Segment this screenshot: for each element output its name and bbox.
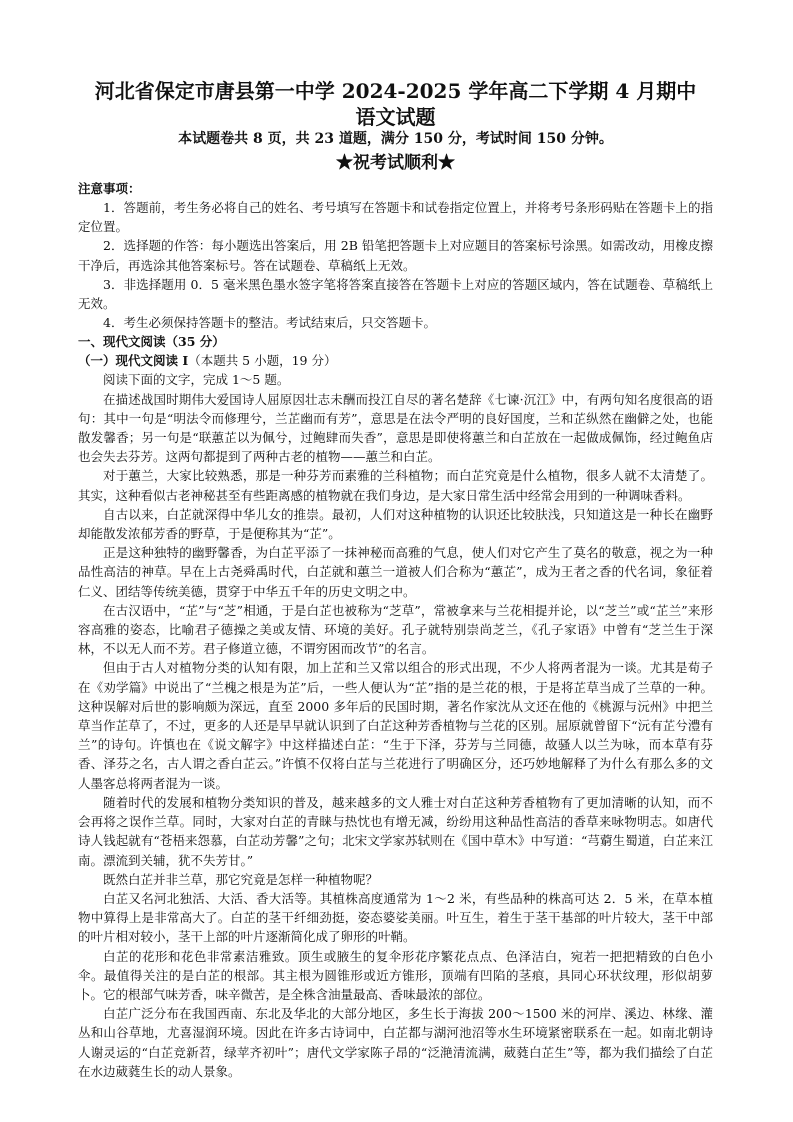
section-heading: 一、现代文阅读（35 分） <box>78 334 225 350</box>
article-paragraph: 随着时代的发展和植物分类知识的普及，越来越多的文人雅士对白芷这种芳香植物有了更加清晰的认知，而不会再将之误作兰草。同时，大家对白芷的青睐与热忱也有增无减，纷纷用这种品性高洁的香草来咏物明志。如唐代诗人钱起就有“苍梧来怨慕，白芷动芳馨”之句；北宋文学家苏轼则在《国中草木》中写道：“芎藭生蜀道，白芷来江南。漂流到关辅，犹不失芳甘。” <box>78 794 713 868</box>
notice-block <box>78 179 713 332</box>
notice-heading: 注意事项： <box>78 181 141 196</box>
exam-title: 河北省保定市唐县第一中学 2024-2025 学年高二下学期 4 月期中 <box>94 79 697 103</box>
article-paragraph: 白芷广泛分布在我国西南、东北及华北的大部分地区，多生长于海拔 200～1500 米的河岸、溪边、林缘、灌丛和山谷草地，尤喜湿润环境。因此在许多古诗词中，白芷都与湖河池沼等水生环境紧密联系在一起。如南北朝诗人谢灵运的“白芷竞新苕，绿苹齐初叶”；唐代文学家陈子昂的“泛滟清流满，葳蕤白芷生”等，都为我们描绘了白芷在水边葳蕤生长的动人景象。 <box>78 1006 713 1079</box>
article-paragraph: 对于蕙兰，大家比较熟悉，那是一种芬芳而素雅的兰科植物；而白芷究竟是什么植物，很多人就不太清楚了。其实，这种看似古老神秘甚至有些距离感的植物就在我们身边，是大家日常生活中经常会用到的一种调味香料。 <box>78 468 713 503</box>
article-paragraph: 在古汉语中，“芷”与“芝”相通，于是白芷也被称为“芝草”，常被拿来与兰花相提并论，以“芝兰”或“芷兰”来形容高雅的姿态，比喻君子德操之美或友情、环境的美好。孔子就特别崇尚芝兰，《孔子家语》中曾有“芝兰生于深林，不以无人而不芳。君子修道立德，不谓穷困而改节”的名言。 <box>78 602 713 657</box>
exam-info: 本试题卷共 8 页，共 23 道题，满分 150 分，考试时间 150 分钟。 <box>178 131 613 147</box>
exam-subtitle: 语文试题 <box>355 105 436 129</box>
article-paragraph: 在描述战国时期伟大爱国诗人屈原因壮志未酬而投江自尽的著名楚辞《七谏·沉江》中，有两句知名度很高的语句：其中一句是“明法令而修理兮，兰芷幽而有芳”，意思是在法令严明的良好国度，兰和芷纵然在幽僻之处，也能散发馨香；另一句是“联蕙芷以为佩兮，过鲍肆而失香”，意思是即使将蕙兰和白芷放在一起做成佩饰，经过鲍鱼店也会失去芬芳。这两句都提到了两种古老的植物——蕙兰和白芷。 <box>78 391 713 465</box>
article-paragraph: 自古以来，白芷就深得中华儿女的推崇。最初，人们对这种植物的认识还比较肤浅，只知道这是一种长在幽野却能散发浓郁芳香的野草，于是便称其为“芷”。 <box>78 506 713 542</box>
article-paragraph: 但由于古人对植物分类的认知有限，加上芷和兰又常以组合的形式出现，不少人将两者混为一谈。尤其是荀子在《劝学篇》中说出了“兰槐之根是为芷”后，一些人便认为“芷”指的是兰花的根，于是将芷草当成了兰草的一种。这种误解对后世的影响颇为深远，直至 2000 多年后的民国时期，著名作家沈从文还在他的《桃源与沅州》中把兰草当作芷草了，不过，更多的人还是早早就认识到了白芷这种芳香植物与兰花的区别。屈原就曾留下“沅有芷兮澧有兰”的诗句。许慎也在《说文解字》中这样描述白芷：“生于下泽，芬芳与兰同德，故骚人以兰为咏，而本草有芬香、泽芬之名，古人谓之香白芷云。”许慎不仅将白芷与兰花进行了明确区分，还巧妙地解释了为什么有那么多的文人墨客总将两者混为一谈。 <box>78 660 713 791</box>
notice-item: 1．答题前，考生务必将自己的姓名、考号填写在答题卡和试卷指定位置上，并将考号条形码贴在答题卡上的指定位置。 <box>78 200 713 235</box>
article-paragraph: 白芷又名河北独活、大活、香大活等。其植株高度通常为 1～2 米，有些品种的株高可达 2．5 米，在草本植物中算得上是非常高大了。白芷的茎干纤细劲挺，姿态婆娑美丽。叶互生，着生于茎干基部的叶片较大，茎干中部的叶片相对较小，茎干上部的叶片逐渐简化成了卵形的叶鞘。 <box>78 890 713 945</box>
article-paragraph: 既然白芷并非兰草，那它究竟是怎样一种植物呢？ <box>103 871 379 887</box>
subsection-heading <box>78 351 713 370</box>
notice-item: 4．考生必须保持答题卡的整洁。考试结束后，只交答题卡。 <box>103 315 436 331</box>
subsection-title: （一）现代文阅读 I <box>78 353 189 369</box>
article-paragraph: 白芷的花形和花色非常素洁雅致。顶生或腋生的复伞形花序繁花点点、色泽洁白，宛若一把把精致的白色小伞。最值得关注的是白芷的根部。其主根为圆锥形或近方锥形，顶端有凹陷的茎痕，具同心环状纹理，形似胡萝卜。它的根部气味芳香，味辛微苦，是全株含油量最高、香味最浓的部位。 <box>78 948 713 1002</box>
article-paragraph: 正是这种独特的幽野馨香，为白芷平添了一抹神秘而高雅的气息，使人们对它产生了莫名的敬意，视之为一种品性高洁的神草。早在上古尧舜禹时代，白芷就和蕙兰一道被人们合称为“蕙芷”，成为王者之香的代名词，象征着仁义、团结等传统美德，贯穿于中华五千年的历史文明之中。 <box>78 545 713 599</box>
subsection-note: （本题共 5 小题，19 分） <box>188 353 337 369</box>
reading-section <box>78 332 713 1081</box>
notice-item: 2．选择题的作答：每小题选出答案后，用 2B 铅笔把答题卡上对应题目的答案标号涂黑。如需改动，用橡皮擦干净后，再选涂其他答案标号。答在试题卷、草稿纸上无效。 <box>78 238 713 273</box>
blessing-line: ★祝考试顺利★ <box>336 153 455 173</box>
notice-item: 3．非选择题用 0．5 毫米黑色墨水签字笔将答案直接答在答题卡上对应的答题区域内，答在试题卷、草稿纸上无效。 <box>78 276 713 312</box>
reading-instruction: 阅读下面的文字，完成 1～5 题。 <box>103 372 290 388</box>
